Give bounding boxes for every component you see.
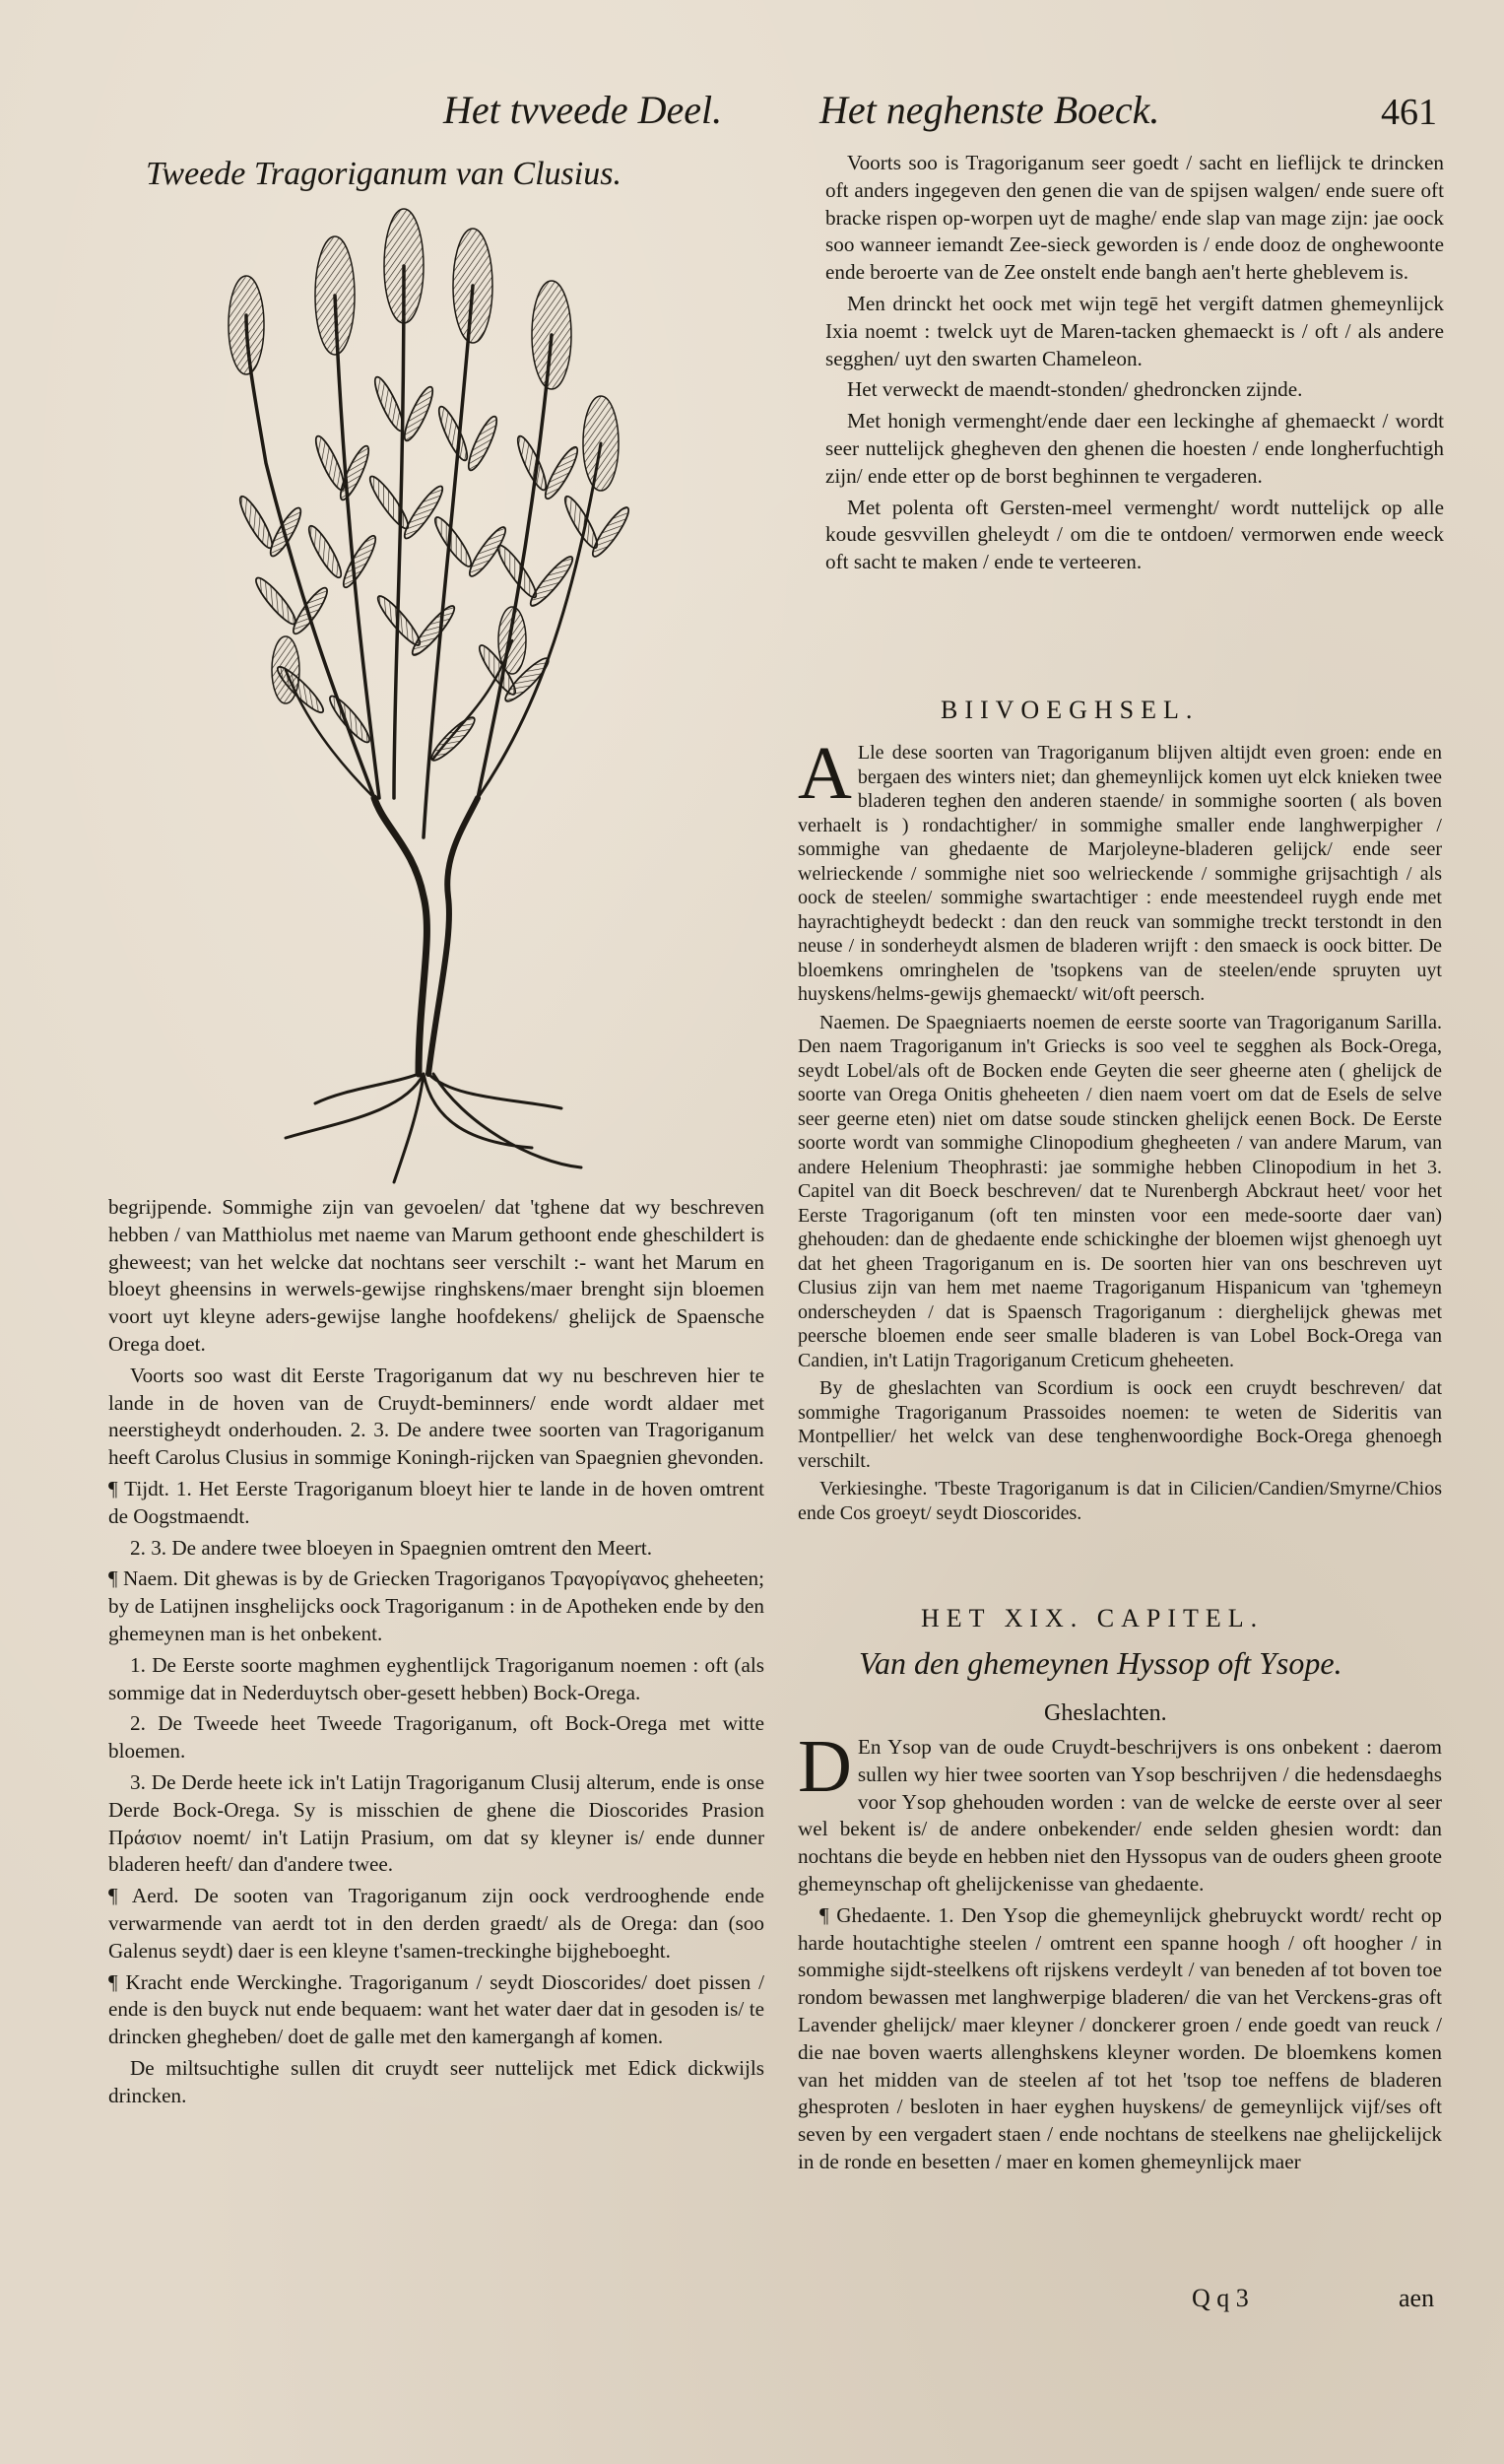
running-head-left: Het tvveede Deel. <box>443 88 723 132</box>
right-paragraph: Het verweckt de maendt-stonden/ ghedroncken zijnde. <box>847 377 1303 402</box>
bijvoeghsel-text <box>798 732 1442 1529</box>
right-paragraph: Men drinckt het oock met wijn tegē het vergift datmen ghemeynlijck Ixia noemt : twelck uyt de Maren-tacken ghemaeckt is / oft / als andere segghen/ uyt den swarten Chameleon. <box>825 291 1444 370</box>
left-paragraph: Voorts soo wast dit Eerste Tragoriganum dat wy nu beschreven hier te lande in de hoven van de Cruydt-beminners/ ende wordt aldaer met neerstigheydt onderhouden. 2. 3. De andere twee soorten van Tragoriganum heeft Carolus Clusius in sommige Koningh-rijcken van Spaegnien ghevonden. <box>108 1363 764 1470</box>
chapter-title: Van den ghemeynen Hyssop oft Ysope. <box>859 1645 1342 1681</box>
left-paragraph: 1. De Eerste soorte maghmen eyghentlijck Tragoriganum noemen : oft (als sommige dat in Nederduytsch ober-gesett hebben) Bock-Orega. <box>108 1652 764 1704</box>
chapter-text <box>798 1725 1442 2180</box>
left-paragraph: ¶ Kracht ende Werckinghe. Tragoriganum / seydt Dioscorides/ doet pissen / ende is den buyck nut ende bequaem: want het water daer dat in gesoden is/ te drincken ghegheben/ doet de galle met den kamergangh af komen. <box>108 1969 764 2049</box>
figure-title: Tweede Tragoriganum van Clusius. <box>146 156 621 192</box>
bijvoeghsel-paragraph: Verkiesinghe. 'Tbeste Tragoriganum is dat in Cilicien/Candien/Smyrne/Chios ende Cos groeyt/ seydt Dioscorides. <box>798 1478 1442 1524</box>
signature-mark: Q q 3 <box>1192 2284 1249 2312</box>
subheading-gheslachten: Gheslachten. <box>1044 1700 1167 1726</box>
left-paragraph: ¶ Aerd. De sooten van Tragoriganum zijn oock verdrooghende ende verwarmende van aerdt tot in den derden graedt/ als de Orega: dan (soo Galenus seydt) daer is een kleyne t'samen-treckinghe bijgheboeght. <box>108 1884 764 1963</box>
chapter-paragraph: D En Ysop van de oude Cruydt-beschrijvers is ons onbekent : daerom sullen wy hier twee soorten van Ysop beschrijven / die hedensdaeghs voor Ysop ghehouden worden : van de welcke de eerste over al seer wel bekent is/ de andere onbekender/ ende selden ghesien wordt: dan nochtans die beyde en hebben niet den Hyssopus van de ouders gheen groote ghemeynschap oft ghelijckenisse van ghedaente. <box>798 1725 1442 1896</box>
bijvoeghsel-paragraph: By de gheslachten van Scordium is oock een cruydt beschreven/ dat sommighe Tragoriganum Prassoides noemen: te weten de Sideritis van Montpellier/ het welck van dese tenghenwoordighe Bock-Orega ghenoegh verschilt. <box>798 1377 1442 1472</box>
left-paragraph: 2. De Tweede heet Tweede Tragoriganum, oft Bock-Orega met witte bloemen. <box>108 1711 764 1764</box>
page-number: 461 <box>1381 92 1437 133</box>
running-head-right: Het neghenste Boeck. <box>819 88 1160 132</box>
left-column-text <box>108 1194 764 2114</box>
left-paragraph: 2. 3. De andere twee bloeyen in Spaegnien omtrent den Meert. <box>130 1535 653 1560</box>
catchword: aen <box>1399 2284 1435 2312</box>
left-paragraph: begrijpende. Sommighe zijn van gevoelen/ dat 'tghene dat wy beschreven hebben / van Matthiolus met naeme van Marum gethoont ende gheschildert is gheweest; van het welcke dat nochtans seer verschilt :- want het Marum en bloeyt gheensins in werwels-gewijse ringhskens/maer brenght sijn bloemen voort uyt kleyne aders-gewijse langhe hoofdekens/ ghelijck de Spaensche Orega doet. <box>108 1195 764 1356</box>
left-paragraph: ¶ Tijdt. 1. Het Eerste Tragoriganum bloeyt hier te lande in de hoven omtrent de Oogstmaendt. <box>108 1476 764 1528</box>
right-column-top-text <box>825 150 1444 580</box>
drop-cap-a: A <box>798 732 852 815</box>
left-paragraph: ¶ Naem. Dit ghewas is by de Griecken Tragoriganos Τραγορίγανος gheheeten; by de Latijnen insghelijcks oock Tragoriganum : in de Apotheken ende by den ghemeynen man is het onbekent. <box>108 1566 764 1645</box>
bijvoeghsel-paragraph: Naemen. De Spaegniaerts noemen de eerste soorte van Tragoriganum Sarilla. Den naem Tragoriganum in't Griecks is soo veel te segghen als Bock-Orega, seydt Lobel/als oft de Bocken ende Geyten die seer gheerne aten ( ghelijck de soorte van Orega Onitis gheheeten / dien naem voert om dat de Esels de selve seer geerne eten) niet om datse soude stincken ghelijck eenen Bock. De Eerste soorte wordt van sommighe Clinopodium ghegheeten / van andere Marum, van andere Helenium Theophrasti: jae sommighe hebben Clinopodium in het 3. Capitel van dit Boeck beschreven/ dat te Nurenbergh Abckraut heet/ voor het Eerste Tragoriganum (oft ten minsten voor een mede-soorte daer van) ghehouden: dan de ghedaente ende schickinghe der bloemen wijst ghenoegh uyt dat het gheen Tragoriganum en is. De soorten hier van ons beschreven uyt Clusius zijn van hem met naeme Tragoriganum Hispanicum van 'tghemeyn onderscheyden / dat is Spaensch Tragoriganum : dierghelijck ghewas met peersche bloemen ende seer smalle bladeren is van Lobel Bock-Orega van Candien, in't Latijn Tragoriganum Creticum gheheeten. <box>798 1011 1442 1371</box>
right-paragraph: Met honigh vermenght/ende daer een leckinghe af ghemaeckt / wordt seer nuttelijck ghegheven den ghenen die hoesten / ende longherfuchtigh zijn/ ende etter op de borst beghinnen te vergaderen. <box>825 409 1444 488</box>
right-paragraph: Met polenta oft Gersten-meel vermenght/ wordt nuttelijck op alle koude gesvvillen gheleydt / om die te ontdoen/ vermorwen ende weeck oft sacht te maken / ende te verteeren. <box>825 495 1444 574</box>
left-paragraph: De miltsuchtighe sullen dit cruydt seer nuttelijck met Edick dickwijls drincken. <box>108 2055 764 2107</box>
right-paragraph: Voorts soo is Tragoriganum seer goedt / sacht en lieflijck te drincken oft anders ingegeven den genen die van de spijsen walgen/ ende suere oft bracke rispen op-worpen uyt de maghe/ ende slap van mage zijn: jae oock soo wanneer iemandt Zee-sieck geworden is / ende dooz de onghewoonte ende beroerte van de Zee onstelt ende bangh aen't herte gheblevem is. <box>825 151 1444 285</box>
chapter-heading: HET XIX. CAPITEL. <box>921 1604 1265 1632</box>
bijvoeghsel-paragraph: A Lle dese soorten van Tragoriganum blijven altijdt even groen: ende en bergaen des winters niet; dan ghemeynlijck komen uyt elck knieken twee bladeren teghen den anderen staende/ in sommighe soorten ( als boven verhaelt is ) rondachtigher/ in sommighe smaller ende langhwerpigher / sommighe van ghedaente de Marjoleyne-bladeren gelijck/ ende seer welrieckende / sommighe niet soo welrieckende / sommighe grijsachtigh / als oock de steelen/ sommighe swartachtiger : ende meestendeel ruygh ende met hayrachtigheydt bedeckt : dan den reuck van sommighe treckt terstondt in den neuse / in sonderheydt alsmen de bladeren wrijft : den smaeck is oock bitter. De bloemkens omringhelen de 'tsopkens van de steelen/ende spruyten uyt huyskens/helms-gewijs ghemaeckt/ wit/oft peersch. <box>798 732 1442 1005</box>
plant-woodcut-illustration <box>138 207 689 1192</box>
left-paragraph: 3. De Derde heete ick in't Latijn Tragoriganum Clusij alterum, ende is onse Derde Bock-Orega. Sy is misschien de ghene die Dioscorides Prasion Πράσιον noemt/ in't Latijn Prasium, om dat sy kleyner is/ ende dunner bladeren heeft/ dan d'andere twee. <box>108 1769 764 1877</box>
drop-cap-d: D <box>798 1725 852 1808</box>
section-heading-bijvoeghsel: BIIVOEGHSEL. <box>941 696 1200 724</box>
chapter-paragraph: ¶ Ghedaente. 1. Den Ysop die ghemeynlijck ghebruyckt wordt/ recht op harde houtachtighe steelen / omtrent een spanne hoogh / oft hoogher / in sommighe sijdt-steelkens oft rijskens verdeylt / van beneden af tot boven toe rondom bewassen met langhwerpige bladeren/ die van het Verckens-gras oft Lavender ghelijck/ maer kleyner / donckerer groen / ende goedt van reuck / die nae boven waerts allenghskens kleyner worden. De bloemkens komen van het midden van de steelen af tot het 'tsop toe neffens de bladeren ghesproten / besloten in haer eyghen huyskens/ de gemeynlijck vijf/ses oft seven by een vergadert staen / ende nochtans de steelkens nae ghelijckelijck in de ronde en besetten / maer en komen ghemeynlijck maer <box>798 1902 1442 2173</box>
